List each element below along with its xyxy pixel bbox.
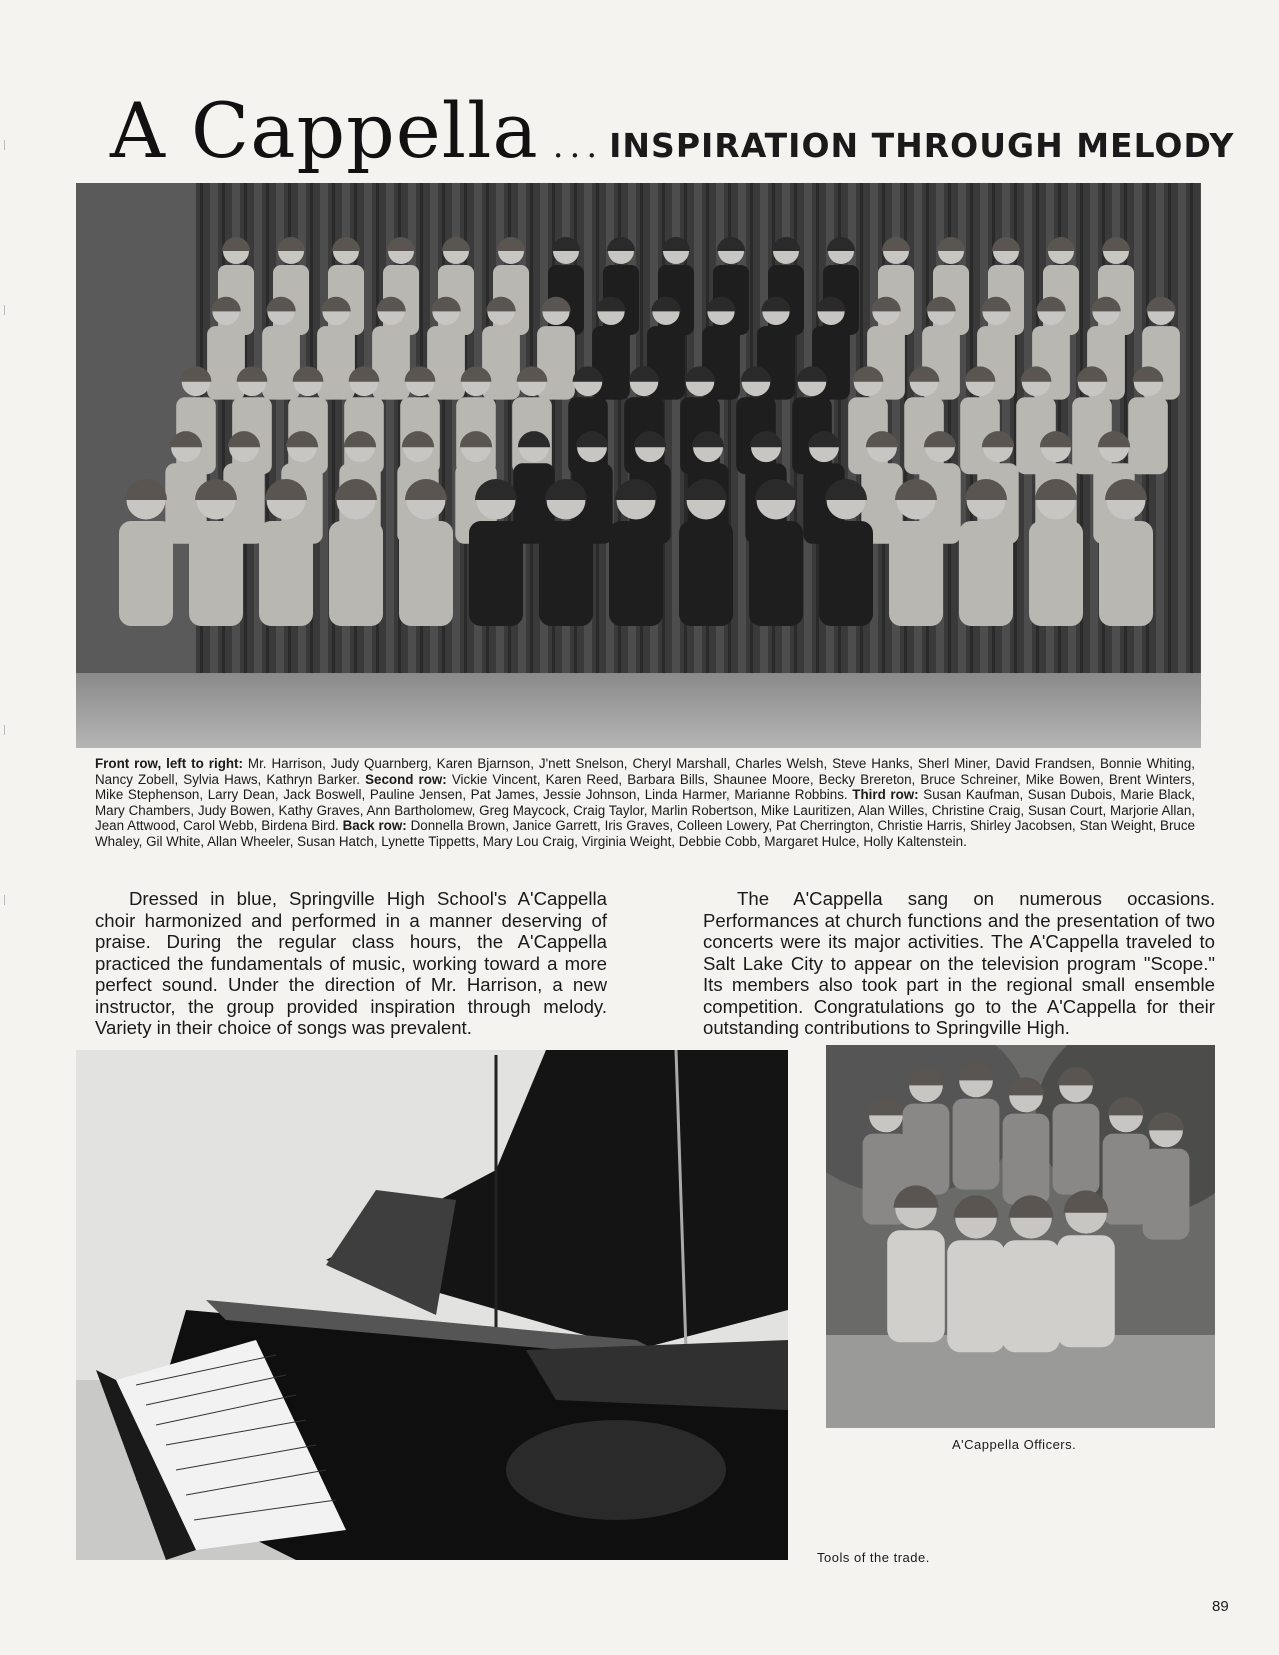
- page-title: A Cappella: [110, 86, 539, 175]
- piano-photo: [76, 1050, 788, 1560]
- binding-mark: [4, 140, 11, 150]
- title-ellipsis: ...: [552, 126, 604, 166]
- third-row-names: Susan Kaufman, Susan Dubois, Marie Black, Mary Chambers, Judy Bowen, Kathy Graves, Ann Bartholomew, Greg Maycock, Craig Taylor, Marlin Robertson, Mike Lauritizen, Alan Willes, Christine Craig, Susan Court, Marjorie Allan, Jean Attwood, Carol Webb, Birdena Bird.: [95, 787, 1195, 833]
- piano-caption: Tools of the trade.: [817, 1550, 930, 1565]
- second-row-names: Vickie Vincent, Karen Reed, Barbara Bills, Shaunee Moore, Becky Brereton, Bruce Schreiner, Mike Bowen, Brent Winters, Mike Stephenson, Larry Dean, Jack Boswell, Pauline Jensen, Pat James, Jessie Johnson, Linda Harmer, Marianne Robbins.: [95, 771, 1196, 802]
- page-number: 89: [1212, 1598, 1229, 1615]
- roster-caption: [95, 756, 1195, 849]
- third-row-label: Third row:: [852, 787, 919, 802]
- binding-mark: [4, 305, 11, 315]
- officers-photo: [826, 1045, 1215, 1428]
- body-paragraph-right: The A'Cappella sang on numerous occasions. Performances at church functions and the presentation of two concerts were its major activities. The A'Cappella traveled to Salt Lake City to appear on the television program "Scope." Its members also took part in the regional small ensemble competition. Congratulations go to the A'Cappella for their outstanding contributions to Springville High.: [703, 888, 1215, 1038]
- binding-mark: [4, 895, 11, 905]
- officers-illustration: [826, 1045, 1215, 1428]
- choir-group-illustration: [76, 183, 1201, 748]
- piano-illustration: [76, 1050, 788, 1560]
- second-row-label: Second row:: [365, 771, 447, 787]
- choir-group-photo: [76, 183, 1201, 748]
- page-headline: [110, 86, 1234, 175]
- front-row-label: Front row, left to right:: [95, 756, 243, 771]
- front-row-names: Mr. Harrison, Judy Quarnberg, Karen Bjarnson, J'nett Snelson, Cheryl Marshall, Charles Welsh, Steve Hanks, Sherl Miner, David Frandsen, Bonnie Whiting, Nancy Zobell, Sylvia Haws, Kathryn Barker.: [95, 756, 1195, 787]
- back-row-label: Back row:: [342, 818, 407, 833]
- page-subtitle: INSPIRATION THROUGH MELODY: [609, 126, 1235, 165]
- back-row-names: Donnella Brown, Janice Garrett, Iris Graves, Colleen Lowery, Pat Cherrington, Christie Harris, Shirley Jacobsen, Stan Weight, Bruce Whaley, Gil White, Allan Wheeler, Susan Hatch, Lynette Tippetts, Mary Lou Craig, Virginia Weight, Debbie Cobb, Margaret Hulce, Holly Kaltenstein.: [95, 818, 1195, 849]
- body-paragraph-left: Dressed in blue, Springville High School's A'Cappella choir harmonized and performed in a manner deserving of praise. During the regular class hours, the A'Cappella practiced the fundamentals of music, working toward a more perfect sound. Under the direction of Mr. Harrison, a new instructor, the group provided inspiration through melody. Variety in their choice of songs was prevalent.: [95, 888, 607, 1038]
- officers-caption: A'Cappella Officers.: [952, 1437, 1077, 1452]
- binding-mark: [4, 725, 11, 735]
